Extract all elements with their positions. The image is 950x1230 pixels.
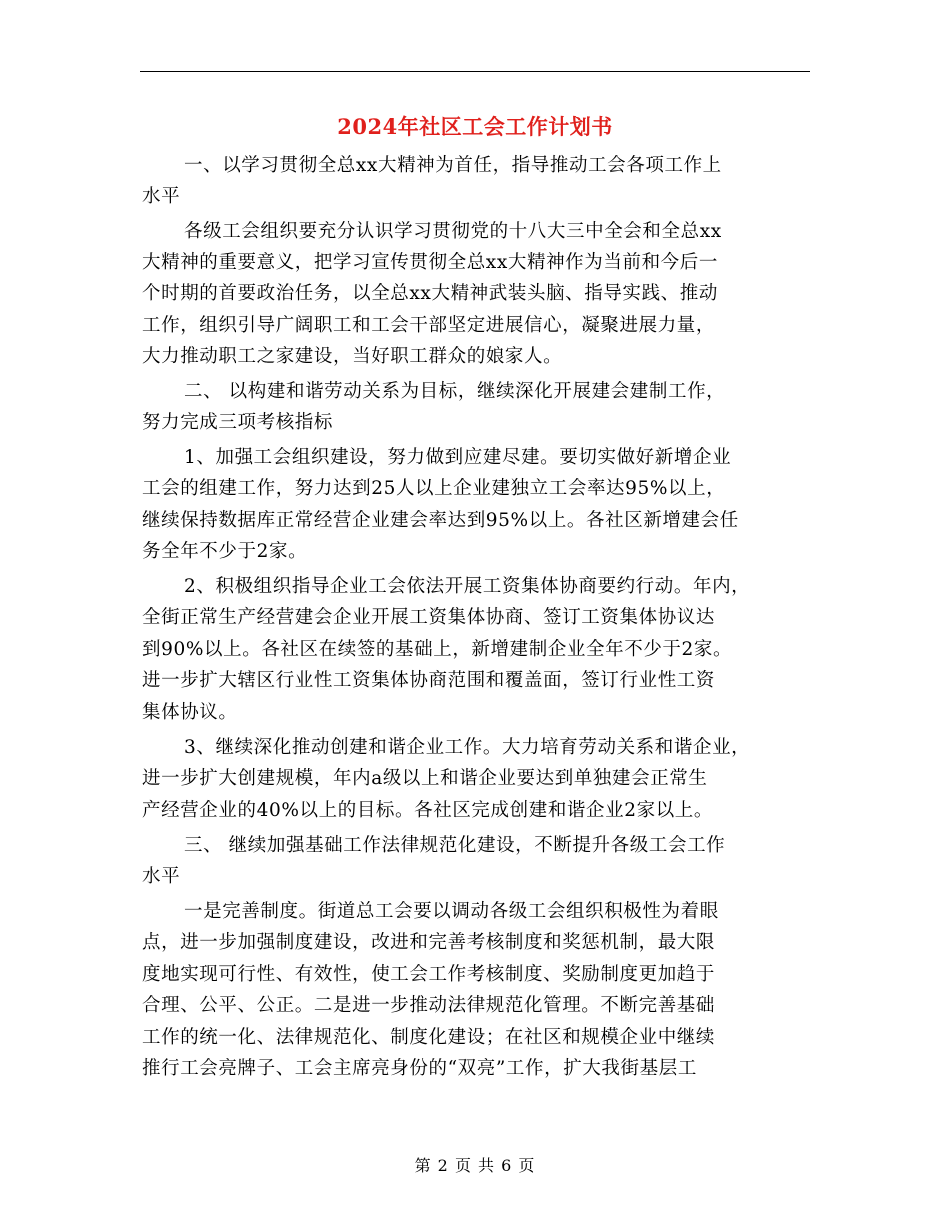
paragraph-line: 各级工会组织要充分认识学习贯彻党的十八大三中全会和全总xx [184,221,722,242]
heading-section-2-cont: 努力完成三项考核指标 [142,412,334,433]
paragraph-line: 产经营企业的40%以上的目标。各社区完成创建和谐企业2家以上。 [142,800,713,821]
paragraph-line: 2、积极组织指导企业工会依法开展工资集体协商要约行动。年内， [184,576,751,597]
paragraph-line: 进一步扩大辖区行业性工资集体协商范围和覆盖面，签订行业性工资 [142,670,716,691]
paragraph-line: 大力推动职工之家建设，当好职工群众的娘家人。 [142,346,563,367]
heading-section-1-cont: 水平 [142,186,181,207]
paragraph-line: 进一步扩大创建规模，年内a级以上和谐企业要达到单独建会正常生 [142,768,708,789]
paragraph-line: 点，进一步加强制度建设，改进和完善考核制度和奖惩机制，最大限 [142,932,716,953]
heading-section-1: 一、以学习贯彻全总xx大精神为首任，指导推动工会各项工作上 [184,155,722,176]
paragraph-line: 1、加强工会组织建设，努力做到应建尽建。要切实做好新增企业 [184,447,732,468]
document-title: 2024年社区工会工作计划书 [337,114,613,139]
paragraph-line: 全街正常生产经营建会企业开展工资集体协商、签订工资集体协议达 [142,607,716,628]
paragraph-line: 集体协议。 [142,702,238,723]
paragraph-line: 工会的组建工作，努力达到25人以上企业建独立工会率达95%以上， [142,478,726,499]
paragraph-line: 推行工会亮牌子、工会主席亮身份的“双亮”工作，扩大我街基层工 [142,1058,697,1079]
paragraph-line: 大精神的重要意义，把学习宣传贯彻全总xx大精神作为当前和今后一 [142,252,718,273]
page-number: 第 2 页 共 6 页 [414,1156,536,1175]
header-rule [140,71,810,72]
paragraph-line: 3、继续深化推动创建和谐企业工作。大力培育劳动关系和谐企业， [184,737,751,758]
paragraph-line: 工作的统一化、法律规范化、制度化建设；在社区和规模企业中继续 [142,1027,716,1048]
heading-section-2: 二、 以构建和谐劳动关系为目标，继续深化开展建会建制工作， [184,381,726,402]
paragraph-line: 个时期的首要政治任务，以全总xx大精神武装头脑、指导实践、推动 [142,283,718,304]
paragraph-line: 一是完善制度。街道总工会要以调动各级工会组织积极性为着眼 [184,901,719,922]
paragraph-line: 合理、公平、公正。二是进一步推动法律规范化管理。不断完善基础 [142,995,716,1016]
paragraph-line: 到90%以上。各社区在续签的基础上，新增建制企业全年不少于2家。 [142,639,733,660]
paragraph-line: 度地实现可行性、有效性，使工会工作考核制度、奖励制度更加趋于 [142,964,716,985]
paragraph-line: 工作，组织引导广阔职工和工会干部坚定进展信心，凝聚进展力量， [142,315,716,336]
paragraph-line: 继续保持数据库正常经营企业建会率达到95%以上。各社区新增建会任 [142,510,739,531]
paragraph-line: 务全年不少于2家。 [142,541,308,562]
heading-section-3-cont: 水平 [142,866,181,887]
heading-section-3: 三、 继续加强基础工作法律规范化建设，不断提升各级工会工作 [184,835,726,856]
